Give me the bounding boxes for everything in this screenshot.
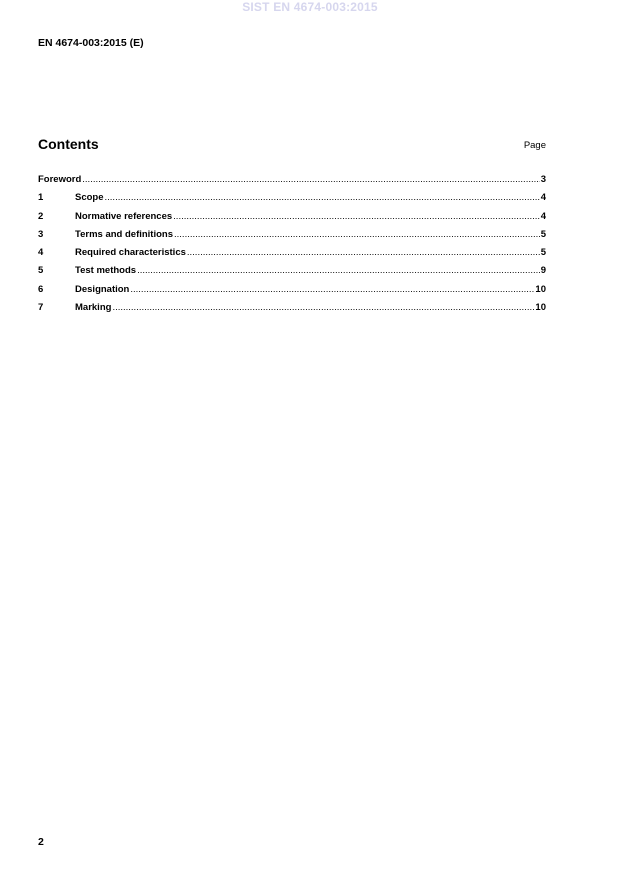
toc-page: 5: [540, 228, 546, 240]
toc-title: Normative references: [75, 210, 173, 222]
page-column-label: Page: [523, 140, 546, 151]
dot-leader: [137, 265, 540, 277]
toc-entry-designation[interactable]: [38, 284, 546, 302]
table-of-contents: [38, 174, 546, 320]
dot-leader: [112, 302, 534, 314]
page-number: 2: [38, 836, 44, 848]
toc-entry-foreword[interactable]: [38, 174, 546, 192]
toc-page: 3: [540, 174, 546, 185]
toc-title: Designation: [75, 283, 130, 295]
toc-title: Test methods: [75, 265, 137, 277]
toc-title: Required characteristics: [75, 247, 186, 259]
toc-entry-required-characteristics[interactable]: [38, 247, 546, 265]
toc-entry-marking[interactable]: [38, 302, 546, 320]
toc-page: 9: [540, 265, 546, 277]
dot-leader: [187, 247, 540, 259]
dot-leader: [173, 211, 540, 223]
toc-title: Scope: [75, 192, 104, 204]
toc-title: Marking: [75, 302, 112, 314]
dot-leader: [174, 229, 540, 241]
toc-number: 5: [38, 265, 44, 277]
toc-number: 6: [38, 283, 44, 295]
toc-title: Foreword: [38, 174, 82, 185]
toc-entry-test-methods[interactable]: [38, 265, 546, 283]
contents-heading: Contents: [38, 136, 99, 152]
toc-number: 7: [38, 302, 44, 314]
toc-page: 5: [540, 247, 546, 259]
toc-page: 10: [535, 302, 546, 314]
watermark: SIST EN 4674-003:2015: [242, 0, 378, 14]
toc-number: 2: [38, 210, 44, 222]
toc-title: Terms and definitions: [75, 228, 174, 240]
dot-leader: [105, 192, 540, 204]
toc-number: 1: [38, 192, 44, 204]
toc-page: 10: [535, 283, 546, 295]
toc-entry-normative-references[interactable]: [38, 211, 546, 229]
document-id: EN 4674-003:2015 (E): [38, 37, 144, 49]
dot-leader: [82, 174, 539, 186]
dot-leader: [130, 284, 534, 296]
toc-number: 3: [38, 228, 44, 240]
toc-page: 4: [540, 210, 546, 222]
toc-number: 4: [38, 247, 44, 259]
toc-entry-terms-and-definitions[interactable]: [38, 229, 546, 247]
toc-page: 4: [540, 192, 546, 204]
toc-entry-scope[interactable]: [38, 192, 546, 210]
